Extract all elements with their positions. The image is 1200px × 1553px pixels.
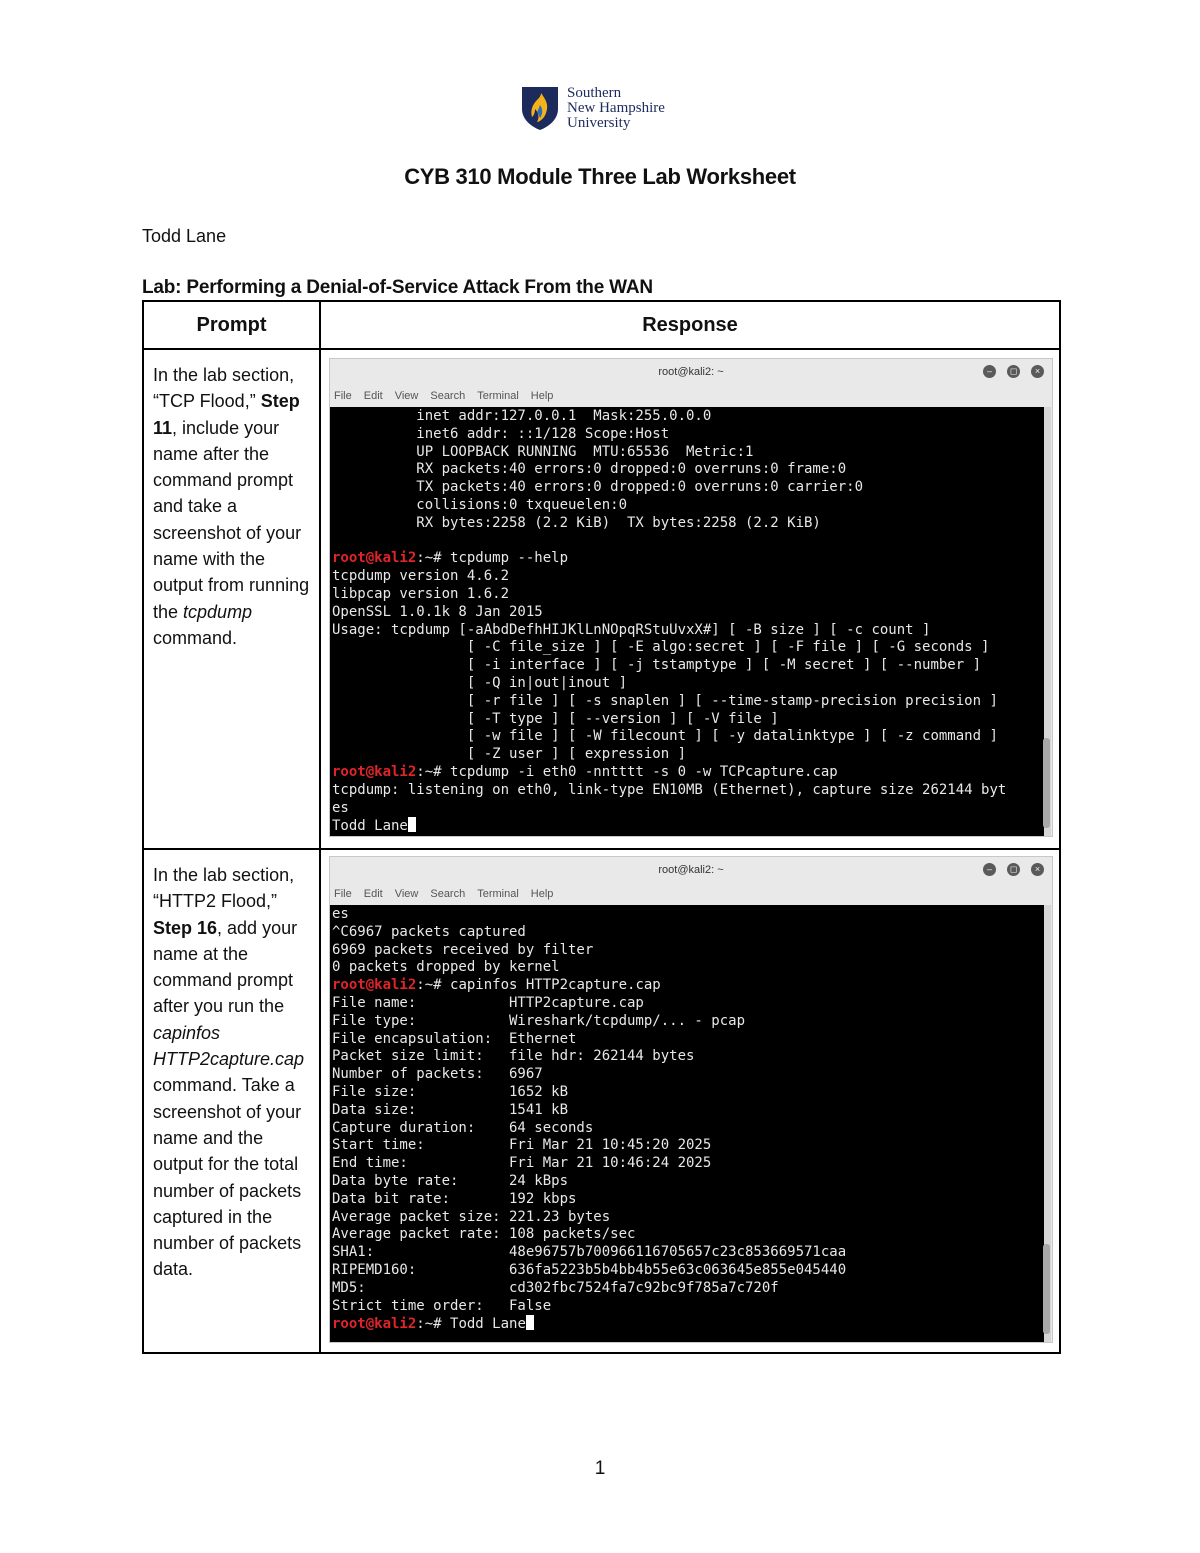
terminal-line-text: :~# tcpdump --help (416, 550, 569, 567)
terminal-line-text: UP LOOPBACK RUNNING MTU:65536 Metric:1 (332, 443, 754, 460)
terminal-screenshot (329, 856, 1053, 1343)
scrollbar-thumb[interactable] (1043, 738, 1050, 828)
shell-prompt: root@kali2 (332, 550, 417, 567)
terminal-line (332, 924, 1042, 942)
maximize-icon[interactable]: ◻ (1007, 365, 1020, 378)
scrollbar[interactable] (1044, 905, 1051, 1342)
terminal-line-text: SHA1: 48e96757b700966116705657c23c853669571caa (332, 1244, 847, 1261)
shield-flame-icon (520, 85, 560, 131)
terminal-line-text: OpenSSL 1.0.1k 8 Jan 2015 (332, 603, 543, 620)
terminal-line (332, 657, 1042, 675)
terminal-line (332, 1013, 1042, 1031)
command-name: capinfos HTTP2capture.cap (153, 1022, 305, 1070)
step-label: Step 16 (153, 917, 218, 938)
terminal-line-text: Average packet size: 221.23 bytes (332, 1208, 611, 1225)
terminal-line (332, 1031, 1042, 1049)
prompt-text-part: In the lab section, “HTTP2 Flood,” (153, 865, 295, 912)
menu-file[interactable]: File (334, 390, 352, 402)
terminal-line (332, 746, 1042, 764)
terminal-line (332, 1191, 1042, 1209)
step-label: Step 11 (153, 391, 300, 438)
terminal-line-text: ^C6967 packets captured (332, 923, 526, 940)
terminal-line-text: RX packets:40 errors:0 dropped:0 overruns:0 frame:0 (332, 461, 847, 478)
prompt-text-part: , add your name at the command prompt after you run the (153, 917, 298, 1017)
terminal-line-text: inet addr:127.0.0.1 Mask:255.0.0.0 (332, 408, 712, 424)
prompt-text-part: In the lab section, “TCP Flood,” (153, 365, 295, 412)
terminal-line (332, 693, 1042, 711)
terminal-line (332, 1048, 1042, 1066)
terminal-line (332, 1102, 1042, 1120)
terminal-line (332, 1315, 1042, 1333)
terminal-line (332, 568, 1042, 586)
terminal-line-text: Usage: tcpdump [-aAbdDefhHIJKlLnNOpqRStuUvxX#] [ -B size ] [ -c count ] (332, 621, 931, 638)
logo-line: University (567, 114, 631, 131)
terminal-line-text: Todd Lane (332, 818, 408, 835)
maximize-icon[interactable]: ◻ (1007, 863, 1020, 876)
terminal-line (332, 622, 1042, 640)
prompt-text (144, 350, 319, 651)
terminal-line (332, 906, 1042, 924)
shell-prompt: root@kali2 (332, 1316, 417, 1333)
terminal-line-text: libpcap version 1.6.2 (332, 585, 510, 602)
terminal-line (332, 1084, 1042, 1102)
terminal-line-text: End time: Fri Mar 21 10:46:24 2025 (332, 1155, 712, 1172)
terminal-line (332, 426, 1042, 444)
terminal-line-text: File size: 1652 kB (332, 1083, 569, 1100)
terminal-line-text: File type: Wireshark/tcpdump/... - pcap (332, 1012, 746, 1029)
terminal-line-text: inet6 addr: ::1/128 Scope:Host (332, 425, 670, 442)
terminal-line-text: RIPEMD160: 636fa5223b5b4bb4b55e63c063645e855e045440 (332, 1261, 847, 1278)
terminal-line (332, 497, 1042, 515)
terminal-line (332, 764, 1042, 782)
terminal-line (332, 586, 1042, 604)
prompt-text-part: command. (153, 627, 238, 648)
terminal-titlebar (330, 857, 1052, 883)
terminal-line (332, 942, 1042, 960)
prompt-text (144, 850, 319, 1283)
terminal-line-text: :~# capinfos HTTP2capture.cap (416, 977, 661, 994)
prompt-cell (143, 349, 320, 849)
page-number: 1 (594, 1458, 606, 1479)
terminal-line-text: :~# tcpdump -i eth0 -nntttt -s 0 -w TCPcapture.cap (416, 763, 838, 780)
terminal-line-text: Number of packets: 6967 (332, 1066, 543, 1083)
terminal-line (332, 1280, 1042, 1298)
terminal-line-text: tcpdump version 4.6.2 (332, 568, 510, 585)
prompt-text-part: , include your name after the command prompt and take a screenshot of your name with the output from running the (153, 417, 310, 622)
terminal-line-text: 6969 packets received by filter (332, 941, 594, 958)
terminal-line-text: [ -w file ] [ -W filecount ] [ -y datalinktype ] [ -z command ] (332, 728, 998, 745)
terminal-line (332, 800, 1042, 818)
menu-edit[interactable]: Edit (363, 390, 383, 402)
terminal-line (332, 444, 1042, 462)
menu-search[interactable]: Search (430, 390, 466, 402)
terminal-line (332, 533, 1042, 551)
terminal-cursor (526, 1315, 534, 1330)
terminal-line-text: TX packets:40 errors:0 dropped:0 overruns:0 carrier:0 (332, 479, 864, 496)
terminal-line-text: File encapsulation: Ethernet (332, 1030, 577, 1047)
terminal-line (332, 1298, 1042, 1316)
terminal-line (332, 817, 1042, 835)
close-icon[interactable]: × (1031, 863, 1044, 876)
terminal-line-text: [ -r file ] [ -s snaplen ] [ --time-stamp-precision precision ] (332, 692, 998, 709)
terminal-line-text: 0 packets dropped by kernel (332, 959, 560, 976)
terminal-line-text: es (332, 906, 349, 922)
response-column-header: Response (320, 301, 1060, 349)
minimize-icon[interactable]: – (983, 365, 996, 378)
terminal-line (332, 1155, 1042, 1173)
terminal-line-text: es (332, 799, 349, 816)
terminal-line-text: Data byte rate: 24 kBps (332, 1172, 569, 1189)
terminal-cursor (408, 817, 416, 832)
terminal-line (332, 515, 1042, 533)
snhu-logo (520, 84, 690, 132)
terminal-line (332, 408, 1042, 426)
terminal-line-text: Data size: 1541 kB (332, 1101, 569, 1118)
logo-line: New Hampshire (567, 99, 665, 116)
logo-wordmark (567, 86, 665, 131)
table-row (143, 849, 1060, 1353)
terminal-output (330, 407, 1044, 836)
command-name: tcpdump (183, 601, 253, 622)
terminal-line-text: Data bit rate: 192 kbps (332, 1190, 577, 1207)
menu-search[interactable]: Search (430, 888, 466, 900)
terminal-title: root@kali2: ~ (658, 864, 724, 876)
terminal-line (332, 728, 1042, 746)
menu-help[interactable]: Help (530, 390, 554, 402)
terminal-line-text: [ -C file_size ] [ -E algo:secret ] [ -F file ] [ -G seconds ] (332, 639, 990, 656)
terminal-output (330, 905, 1044, 1342)
menu-help[interactable]: Help (530, 888, 554, 900)
terminal-line-text: File name: HTTP2capture.cap (332, 994, 644, 1011)
terminal-line (332, 1244, 1042, 1262)
terminal-line (332, 977, 1042, 995)
terminal-line (332, 639, 1042, 657)
terminal-line (332, 995, 1042, 1013)
terminal-line-text: collisions:0 txqueuelen:0 (332, 496, 628, 513)
shell-prompt: root@kali2 (332, 977, 417, 994)
terminal-line-text: Start time: Fri Mar 21 10:45:20 2025 (332, 1137, 712, 1154)
terminal-titlebar (330, 359, 1052, 385)
terminal-line-text: [ -T type ] [ --version ] [ -V file ] (332, 710, 779, 727)
menu-edit[interactable]: Edit (363, 888, 383, 900)
terminal-line (332, 604, 1042, 622)
document-title: CYB 310 Module Three Lab Worksheet (404, 164, 796, 189)
terminal-screenshot (329, 358, 1053, 837)
shell-prompt: root@kali2 (332, 763, 417, 780)
terminal-line (332, 959, 1042, 977)
author-name: Todd Lane (142, 226, 227, 246)
logo-line: Southern (567, 84, 622, 101)
terminal-line (332, 1120, 1042, 1138)
terminal-line (332, 1226, 1042, 1244)
terminal-title: root@kali2: ~ (658, 366, 724, 378)
terminal-line (332, 1262, 1042, 1280)
prompt-text-part: command. Take a screenshot of your name and the output for the total number of packets captured in the number of packets data. (153, 1075, 302, 1280)
terminal-line (332, 782, 1042, 800)
terminal-line (332, 1173, 1042, 1191)
terminal-line (332, 675, 1042, 693)
menu-file[interactable]: File (334, 888, 352, 900)
minimize-icon[interactable]: – (983, 863, 996, 876)
response-cell (320, 849, 1060, 1353)
menu-terminal[interactable]: Terminal (477, 888, 519, 900)
terminal-line-text: Packet size limit: file hdr: 262144 bytes (332, 1048, 695, 1065)
terminal-line (332, 1137, 1042, 1155)
menu-view[interactable]: View (394, 390, 419, 402)
close-icon[interactable]: × (1031, 365, 1044, 378)
prompt-cell (143, 849, 320, 1353)
terminal-line (332, 1066, 1042, 1084)
terminal-line-text: [ -Z user ] [ expression ] (332, 746, 687, 763)
terminal-line-text: Average packet rate: 108 packets/sec (332, 1226, 636, 1243)
terminal-line-text: tcpdump: listening on eth0, link-type EN10MB (Ethernet), capture size 262144 byt (332, 781, 1007, 798)
terminal-line-text: Capture duration: 64 seconds (332, 1119, 594, 1136)
terminal-line (332, 1209, 1042, 1227)
terminal-line (332, 550, 1042, 568)
terminal-line-text: RX bytes:2258 (2.2 KiB) TX bytes:2258 (2.2 KiB) (332, 514, 821, 531)
terminal-menubar (330, 385, 1052, 407)
terminal-line-text: Strict time order: False (332, 1297, 552, 1314)
terminal-line (332, 711, 1042, 729)
lab-heading: Lab: Performing a Denial-of-Service Attack From the WAN (142, 277, 653, 298)
scrollbar-thumb[interactable] (1043, 1244, 1050, 1334)
terminal-line (332, 461, 1042, 479)
table-row (143, 349, 1060, 849)
terminal-line-text: MD5: cd302fbc7524fa7c92bc9f785a7c720f (332, 1279, 779, 1296)
scrollbar[interactable] (1044, 407, 1051, 836)
terminal-line (332, 479, 1042, 497)
prompt-column-header: Prompt (143, 301, 320, 349)
table-header-row (143, 301, 1060, 349)
terminal-line-text: :~# Todd Lane (416, 1316, 526, 1333)
terminal-line-text: [ -i interface ] [ -j tstamptype ] [ -M secret ] [ --number ] (332, 657, 982, 674)
worksheet-table (142, 300, 1061, 1354)
menu-terminal[interactable]: Terminal (477, 390, 519, 402)
menu-view[interactable]: View (394, 888, 419, 900)
response-cell (320, 349, 1060, 849)
terminal-line-text: [ -Q in|out|inout ] (332, 674, 628, 691)
terminal-menubar (330, 883, 1052, 905)
